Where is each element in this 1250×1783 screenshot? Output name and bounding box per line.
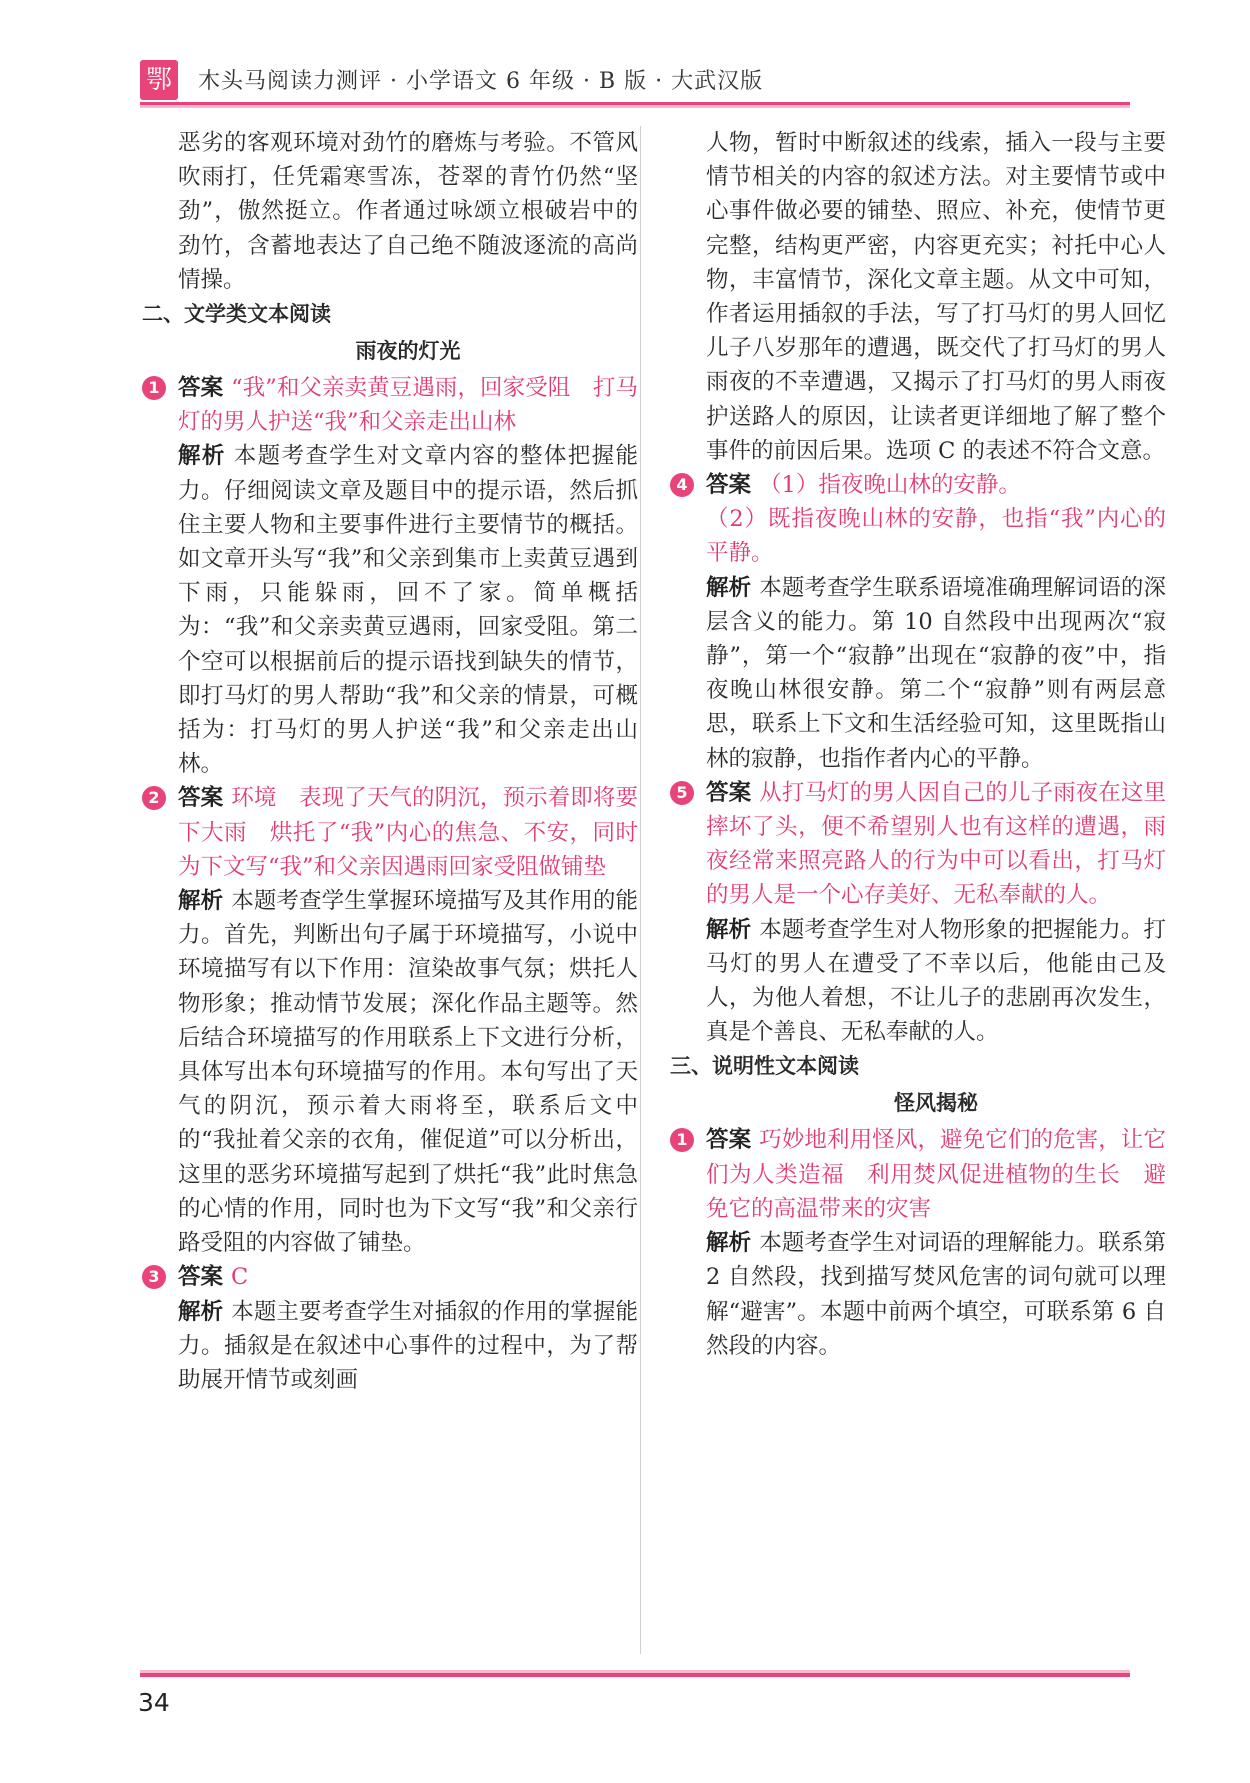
section-heading-expository: 三、说明性文本阅读 xyxy=(670,1054,859,1079)
question-number-badge: 2 xyxy=(142,786,166,810)
analysis-text: 本题考查学生对人物形象的把握能力。打马灯的男人在遭受了不幸以后，他能由己及人，为他人着想，不让儿子的悲剧再次发生，真是个善良、无私奉献的人。 xyxy=(706,916,1166,1046)
region-badge: 鄂 xyxy=(140,60,178,100)
section-heading-literary: 二、文学类文本阅读 xyxy=(142,302,331,327)
book-title: 木头马阅读力测评 · 小学语文 6 年级 · B 版 · 大武汉版 xyxy=(198,69,764,94)
right-column xyxy=(670,126,1166,1363)
page-header xyxy=(140,56,1130,108)
question-3 xyxy=(148,1260,638,1397)
analysis-label: 解析 xyxy=(178,888,224,915)
question-6 xyxy=(676,1123,1166,1362)
answer-label: 答案 xyxy=(706,1127,752,1154)
answer-text: C xyxy=(231,1264,249,1291)
question-4 xyxy=(676,468,1166,776)
analysis-text: 本题考查学生掌握环境描写及其作用的能力。首先，判断出句子属于环境描写，小说中环境描写有以下作用：渲染故事气氛；烘托人物形象；推动情节发展；深化作品主题等。然后结合环境描写的作用联系上下文进行分析，具体写出本句环境描写的作用。本句写出了天气的阴沉，预示着大雨将至，联系后文中的“我扯着父亲的衣角，催促道”可以分析出，这里的恶劣环境描写起到了烘托“我”此时焦急的心情的作用，同时也为下文写“我”和父亲行路受阻的内容做了铺垫。 xyxy=(178,888,638,1257)
analysis-text: 本题考查学生对词语的理解能力。联系第 2 自然段，找到描写焚风危害的词句就可以理解“避害”。本题中前两个填空，可联系第 6 自然段的内容。 xyxy=(706,1230,1166,1359)
left-column xyxy=(142,126,638,1397)
question-3-analysis-continued: 人物，暂时中断叙述的线索，插入一段与主要情节相关的内容的叙述方法。对主要情节或中心事件做必要的铺垫、照应、补充，使情节更完整，结构更严密，内容更充实；衬托中心人物，丰富情节，深化文章主题。从文中可知，作者运用插叙的手法，写了打马灯的男人回忆儿子八岁那年的遭遇，既交代了打马灯的男人雨夜的不幸遭遇，又揭示了打马灯的男人雨夜护送路人的原因，让读者更详细地了解了整个事件的前因后果。选项 C 的表述不符合文意。 xyxy=(706,130,1166,464)
answer-label: 答案 xyxy=(178,375,224,402)
answer-label: 答案 xyxy=(178,1264,224,1291)
analysis-label: 解析 xyxy=(706,1230,752,1257)
analysis-label: 解析 xyxy=(706,916,752,943)
question-number-badge: 3 xyxy=(142,1265,166,1289)
analysis-label: 解析 xyxy=(178,1298,224,1325)
question-number-badge: 1 xyxy=(142,376,166,400)
question-1 xyxy=(148,371,638,781)
analysis-text: 本题考查学生联系语境准确理解词语的深层含义的能力。第 10 自然段中出现两次“寂静”，第一个“寂静”出现在“寂静的夜”中，指夜晚山林很安静。第二个“寂静”则有两层意思，联系上下文和生活经验可知，这里既指山林的寂静，也指作者内心的平静。 xyxy=(706,574,1166,772)
answer-label: 答案 xyxy=(706,472,752,499)
header-rule xyxy=(140,102,1130,108)
answer-text-1: （1）指夜晚山林的安静。 xyxy=(759,472,1021,499)
question-number-badge: 5 xyxy=(670,781,694,805)
answer-text-2: （2）既指夜晚山林的安静，也指“我”内心的平静。 xyxy=(706,506,1166,567)
page-number: 34 xyxy=(138,1688,170,1717)
answer-text: 巧妙地利用怪风，避免它们的危害，让它们为人类造福 利用焚风促进植物的生长 避免它的高温带来的灾害 xyxy=(706,1127,1166,1222)
analysis-label: 解析 xyxy=(706,574,752,601)
question-5 xyxy=(676,776,1166,1050)
answer-text: 从打马灯的男人因自己的儿子雨夜在这里摔坏了头，便不希望别人也有这样的遭遇，雨夜经常来照亮路人的行为中可以看出，打马灯的男人是一个心存美好、无私奉献的人。 xyxy=(706,779,1166,909)
answer-label: 答案 xyxy=(178,785,224,812)
answer-text: 环境 表现了天气的阴沉，预示着即将要下大雨 烘托了“我”内心的焦急、不安，同时为下文写“我”和父亲因遇雨回家受阻做铺垫 xyxy=(178,785,638,880)
analysis-text: 本题主要考查学生对插叙的作用的掌握能力。插叙是在叙述中心事件的过程中，为了帮助展开情节或刻画 xyxy=(178,1298,638,1393)
article-title: 雨夜的灯光 xyxy=(355,339,461,364)
footer-rule xyxy=(140,1670,1130,1677)
analysis-label: 解析 xyxy=(178,443,226,470)
article-title: 怪风揭秘 xyxy=(894,1091,978,1116)
column-divider xyxy=(640,126,641,1654)
question-number-badge: 4 xyxy=(670,473,694,497)
intro-paragraph: 恶劣的客观环境对劲竹的磨炼与考验。不管风吹雨打，任凭霜寒雪冻，苍翠的青竹仍然“坚劲”，傲然挺立。作者通过咏颂立根破岩中的劲竹，含蓄地表达了自己绝不随波逐流的高尚情操。 xyxy=(178,130,638,293)
question-2 xyxy=(148,781,638,1260)
answer-label: 答案 xyxy=(706,779,752,806)
question-number-badge: 1 xyxy=(670,1128,694,1152)
answer-text: “我”和父亲卖黄豆遇雨，回家受阻 打马灯的男人护送“我”和父亲走出山林 xyxy=(178,375,638,436)
analysis-text: 本题考查学生对文章内容的整体把握能力。仔细阅读文章及题目中的提示语，然后抓住主要人物和主要事件进行主要情节的概括。如文章开头写“我”和父亲到集市上卖黄豆遇到下雨，只能躲雨，回不了家。简单概括为：“我”和父亲卖黄豆遇雨，回家受阻。第二个空可以根据前后的提示语找到缺失的情节，即打马灯的男人帮助“我”和父亲的情景，可概括为：打马灯的男人护送“我”和父亲走出山林。 xyxy=(178,443,638,778)
